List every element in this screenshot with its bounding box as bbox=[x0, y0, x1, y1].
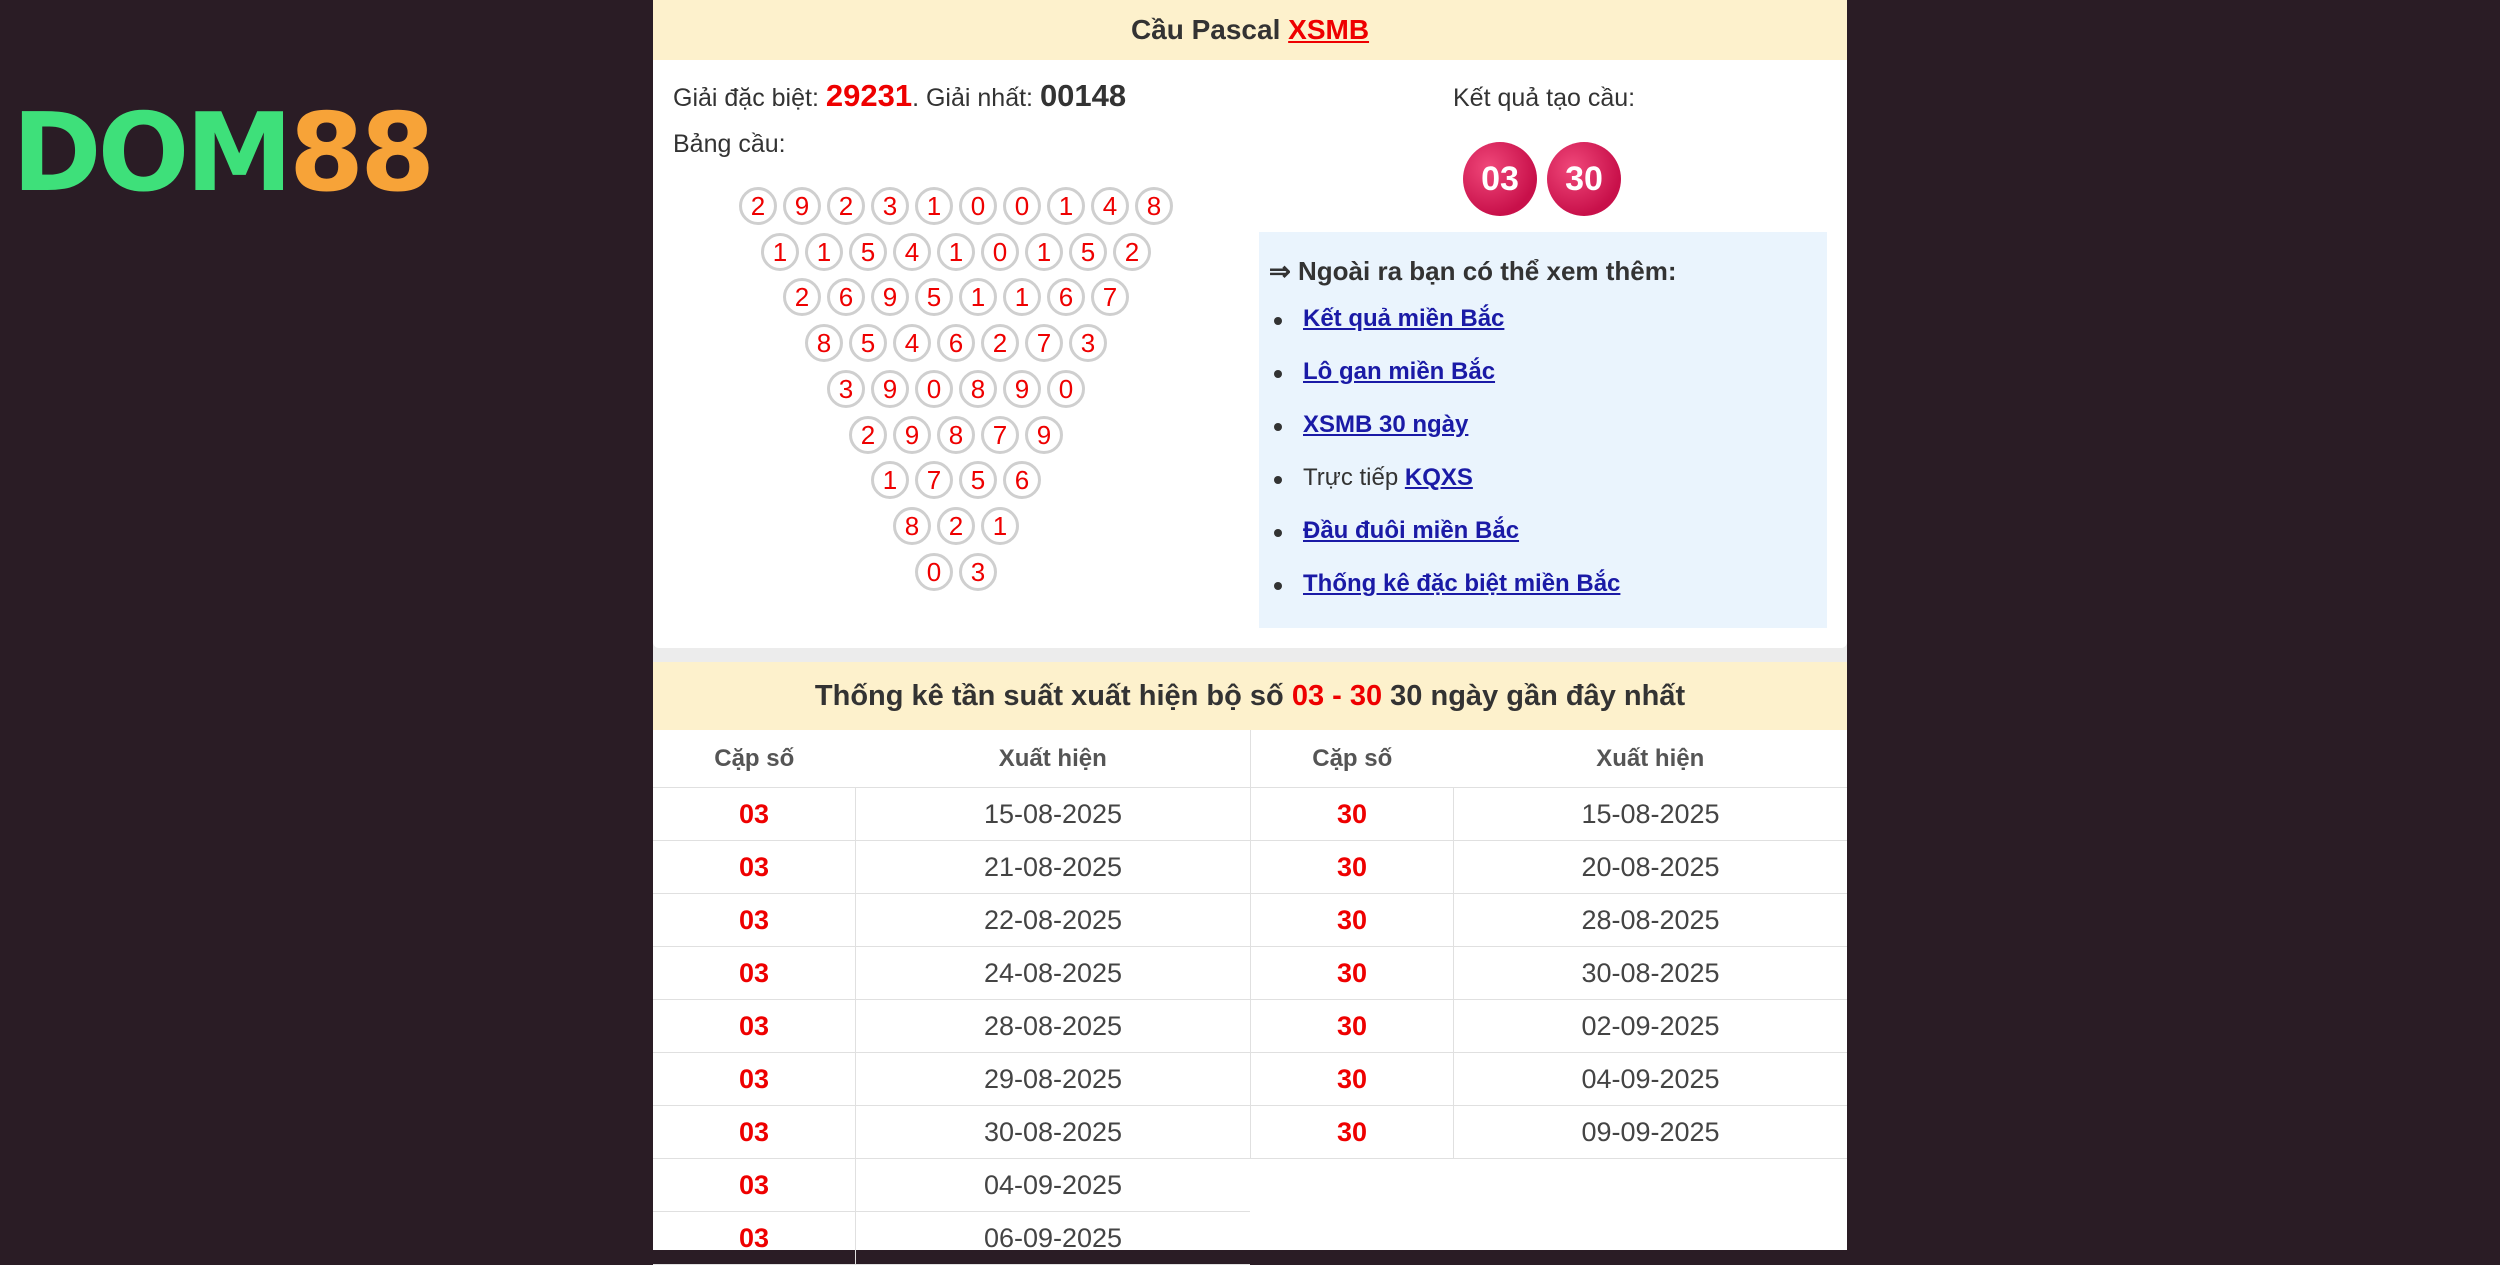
date-cell: 28-08-2025 bbox=[1454, 894, 1848, 947]
first-prize-value: 00148 bbox=[1039, 78, 1127, 113]
date-cell: 22-08-2025 bbox=[856, 894, 1251, 947]
triangle-digit: 1 bbox=[959, 278, 997, 316]
date-cell: 15-08-2025 bbox=[1454, 788, 1848, 841]
pair-cell: 03 bbox=[653, 1159, 856, 1212]
triangle-digit: 1 bbox=[1025, 233, 1063, 271]
triangle-digit: 6 bbox=[1047, 278, 1085, 316]
date-cell: 04-09-2025 bbox=[1454, 1053, 1848, 1106]
table-row bbox=[653, 947, 1250, 1000]
result-ball: 30 bbox=[1547, 142, 1621, 216]
table-row bbox=[653, 1106, 1250, 1159]
triangle-digit: 5 bbox=[915, 278, 953, 316]
triangle-digit: 8 bbox=[893, 507, 931, 545]
date-cell: 30-08-2025 bbox=[1454, 947, 1848, 1000]
frequency-table-left bbox=[653, 730, 1250, 1265]
triangle-digit: 2 bbox=[783, 278, 821, 316]
list-item bbox=[1269, 302, 1620, 355]
table-row bbox=[1251, 1000, 1848, 1053]
prize-separator: . bbox=[912, 84, 926, 112]
date-cell: 06-09-2025 bbox=[856, 1212, 1251, 1265]
triangle-digit: 6 bbox=[1003, 461, 1041, 499]
date-cell: 20-08-2025 bbox=[1454, 841, 1848, 894]
col-pair-header: Cặp số bbox=[714, 744, 795, 772]
triangle-digit: 8 bbox=[1135, 187, 1173, 225]
table-row bbox=[653, 1159, 1250, 1212]
link-xsmb-30-ngay[interactable]: XSMB 30 ngày bbox=[1303, 411, 1469, 438]
pair-cell: 30 bbox=[1251, 894, 1454, 947]
table-row bbox=[1251, 841, 1848, 894]
more-links-box bbox=[1259, 232, 1827, 628]
triangle-digit: 9 bbox=[1025, 416, 1063, 454]
pair-cell: 03 bbox=[653, 894, 856, 947]
table-row bbox=[653, 1053, 1250, 1106]
triangle-digit: 7 bbox=[1025, 324, 1063, 362]
triangle-digit: 2 bbox=[849, 416, 887, 454]
pair-cell: 30 bbox=[1251, 841, 1454, 894]
link-lo-gan-mien-bac[interactable]: Lô gan miền Bắc bbox=[1303, 358, 1496, 385]
triangle-digit: 8 bbox=[805, 324, 843, 362]
triangle-digit: 2 bbox=[981, 324, 1019, 362]
table-row bbox=[1251, 1106, 1848, 1159]
date-cell: 24-08-2025 bbox=[856, 947, 1251, 1000]
special-prize-label: Giải đặc biệt: bbox=[673, 84, 826, 112]
logo-text-dom: DOM bbox=[12, 91, 289, 216]
frequency-title-pair: 03 - 30 bbox=[1291, 680, 1383, 712]
triangle-digit: 1 bbox=[937, 233, 975, 271]
triangle-digit: 3 bbox=[959, 553, 997, 591]
date-cell: 09-09-2025 bbox=[1454, 1106, 1848, 1159]
more-links-list bbox=[1269, 302, 1620, 620]
frequency-header bbox=[653, 662, 1847, 730]
table-row bbox=[653, 788, 1250, 841]
link-thong-ke-dac-biet[interactable]: Thống kê đặc biệt miền Bắc bbox=[1303, 570, 1621, 597]
bullet-icon bbox=[1274, 423, 1282, 431]
triangle-digit: 5 bbox=[849, 233, 887, 271]
frequency-card bbox=[653, 662, 1847, 1253]
triangle-digit: 3 bbox=[1069, 324, 1107, 362]
table-row bbox=[1251, 1053, 1848, 1106]
xsmb-link[interactable]: XSMB bbox=[1288, 14, 1370, 45]
table-row bbox=[653, 1000, 1250, 1053]
triangle-digit: 5 bbox=[849, 324, 887, 362]
pascal-card bbox=[653, 0, 1847, 648]
triangle-digit: 0 bbox=[1003, 187, 1041, 225]
pair-cell: 03 bbox=[653, 841, 856, 894]
pair-cell: 30 bbox=[1251, 1053, 1454, 1106]
triangle-digit: 9 bbox=[1003, 370, 1041, 408]
triangle-digit: 0 bbox=[915, 370, 953, 408]
triangle-digit: 7 bbox=[1091, 278, 1129, 316]
triangle-digit: 2 bbox=[1113, 233, 1151, 271]
triangle-digit: 9 bbox=[783, 187, 821, 225]
first-prize-label: Giải nhất: bbox=[925, 84, 1040, 112]
result-ball: 03 bbox=[1463, 142, 1537, 216]
triangle-digit: 4 bbox=[893, 233, 931, 271]
triangle-digit: 3 bbox=[871, 187, 909, 225]
triangle-digit: 0 bbox=[915, 553, 953, 591]
dom88-logo[interactable] bbox=[12, 91, 432, 216]
date-cell: 30-08-2025 bbox=[856, 1106, 1251, 1159]
link-dau-duoi-mien-bac[interactable]: Đầu đuôi miền Bắc bbox=[1303, 517, 1520, 544]
triangle-digit: 9 bbox=[871, 278, 909, 316]
frequency-title-pre: Thống kê tần suất xuất hiện bộ số bbox=[814, 680, 1292, 712]
bullet-icon bbox=[1274, 370, 1282, 378]
pair-cell: 03 bbox=[653, 1053, 856, 1106]
triangle-row bbox=[868, 461, 1044, 505]
date-cell: 15-08-2025 bbox=[856, 788, 1251, 841]
triangle-row bbox=[802, 324, 1110, 368]
pair-cell: 03 bbox=[653, 1000, 856, 1053]
table-row bbox=[1251, 894, 1848, 947]
frequency-table-right bbox=[1250, 730, 1847, 1159]
triangle-digit: 0 bbox=[959, 187, 997, 225]
triangle-digit: 1 bbox=[871, 461, 909, 499]
date-cell: 21-08-2025 bbox=[856, 841, 1251, 894]
triangle-digit: 8 bbox=[959, 370, 997, 408]
pair-cell: 03 bbox=[653, 947, 856, 1000]
triangle-row bbox=[824, 370, 1088, 414]
triangle-digit: 4 bbox=[893, 324, 931, 362]
triangle-digit: 3 bbox=[827, 370, 865, 408]
content-panel bbox=[653, 0, 1847, 1253]
more-heading: ⇒ Ngoài ra bạn có thể xem thêm: bbox=[1269, 256, 1677, 286]
triangle-row bbox=[846, 416, 1066, 460]
pair-cell: 03 bbox=[653, 1106, 856, 1159]
triangle-digit: 5 bbox=[959, 461, 997, 499]
pair-cell: 30 bbox=[1251, 788, 1454, 841]
triangle-digit: 1 bbox=[915, 187, 953, 225]
table-row bbox=[653, 1212, 1250, 1265]
table-row bbox=[1251, 788, 1848, 841]
triangle-digit: 7 bbox=[981, 416, 1019, 454]
list-item bbox=[1269, 567, 1620, 620]
triangle-digit: 2 bbox=[739, 187, 777, 225]
board-label: Bảng cầu: bbox=[673, 130, 786, 158]
triangle-digit: 1 bbox=[1003, 278, 1041, 316]
frequency-title-post: 30 ngày gần đây nhất bbox=[1382, 680, 1686, 712]
triangle-row bbox=[758, 233, 1154, 277]
result-label: Kết quả tạo cầu: bbox=[1453, 84, 1636, 112]
triangle-digit: 0 bbox=[1047, 370, 1085, 408]
list-item bbox=[1269, 408, 1620, 461]
date-cell: 04-09-2025 bbox=[856, 1159, 1251, 1212]
triangle-row bbox=[890, 507, 1022, 551]
triangle-row bbox=[736, 187, 1176, 231]
triangle-digit: 6 bbox=[827, 278, 865, 316]
triangle-digit: 7 bbox=[915, 461, 953, 499]
pascal-title: Cầu Pascal bbox=[1130, 14, 1289, 45]
pair-cell: 03 bbox=[653, 788, 856, 841]
triangle-digit: 6 bbox=[937, 324, 975, 362]
date-cell: 29-08-2025 bbox=[856, 1053, 1251, 1106]
table-row bbox=[1251, 947, 1848, 1000]
date-cell: 28-08-2025 bbox=[856, 1000, 1251, 1053]
triangle-row bbox=[912, 553, 1000, 597]
result-balls bbox=[1463, 142, 1631, 216]
triangle-digit: 5 bbox=[1069, 233, 1107, 271]
triangle-digit: 1 bbox=[981, 507, 1019, 545]
triangle-digit: 9 bbox=[893, 416, 931, 454]
col-appear-header: Xuất hiện bbox=[1596, 744, 1705, 772]
logo-text-88: 88 bbox=[288, 91, 432, 216]
triangle-digit: 1 bbox=[1047, 187, 1085, 225]
bullet-icon bbox=[1274, 529, 1282, 537]
link-prefix: Trực tiếp bbox=[1303, 464, 1405, 491]
bullet-icon bbox=[1274, 317, 1282, 325]
prize-line bbox=[673, 78, 1126, 114]
list-item bbox=[1269, 461, 1620, 514]
link-kqxs[interactable]: KQXS bbox=[1404, 464, 1473, 491]
triangle-digit: 0 bbox=[981, 233, 1019, 271]
triangle-digit: 2 bbox=[937, 507, 975, 545]
pair-cell: 30 bbox=[1251, 1000, 1454, 1053]
triangle-digit: 2 bbox=[827, 187, 865, 225]
triangle-digit: 9 bbox=[871, 370, 909, 408]
pair-cell: 30 bbox=[1251, 947, 1454, 1000]
list-item bbox=[1269, 514, 1620, 567]
col-pair-header: Cặp số bbox=[1312, 744, 1393, 772]
triangle-digit: 8 bbox=[937, 416, 975, 454]
triangle-row bbox=[780, 278, 1132, 322]
list-item bbox=[1269, 355, 1620, 408]
bullet-icon bbox=[1274, 582, 1282, 590]
table-row bbox=[653, 841, 1250, 894]
pair-cell: 03 bbox=[653, 1212, 856, 1265]
triangle-digit: 1 bbox=[805, 233, 843, 271]
date-cell: 02-09-2025 bbox=[1454, 1000, 1848, 1053]
table-row bbox=[653, 894, 1250, 947]
triangle-digit: 1 bbox=[761, 233, 799, 271]
bullet-icon bbox=[1274, 476, 1282, 484]
col-appear-header: Xuất hiện bbox=[998, 744, 1107, 772]
triangle-digit: 4 bbox=[1091, 187, 1129, 225]
special-prize-value: 29231 bbox=[825, 78, 913, 113]
pair-cell: 30 bbox=[1251, 1106, 1454, 1159]
pascal-header bbox=[653, 0, 1847, 60]
link-ket-qua-mien-bac[interactable]: Kết quả miền Bắc bbox=[1303, 305, 1505, 332]
